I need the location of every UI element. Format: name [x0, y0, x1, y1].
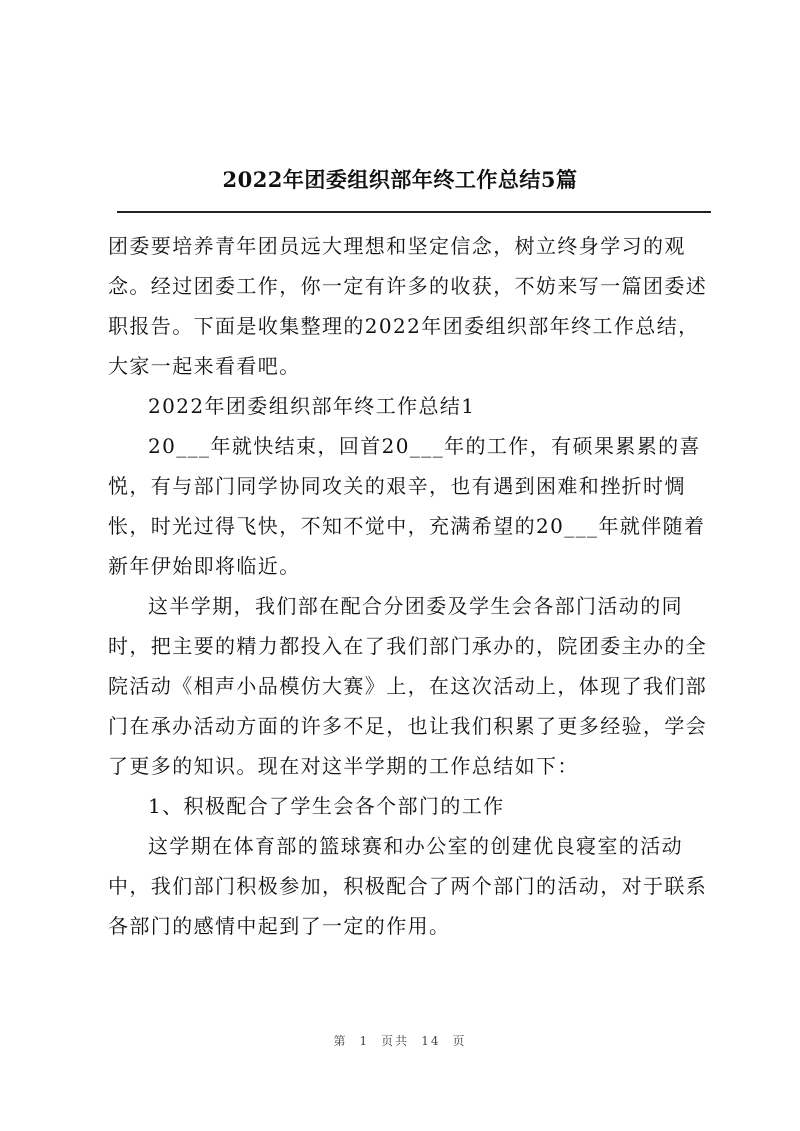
document-body: [108, 226, 712, 946]
text-line: 怅，时光过得飞快，不知不觉中，充满希望的20___年就伴随着: [108, 514, 706, 538]
list-heading: 1、积极配合了学生会各个部门的工作: [148, 794, 505, 818]
title-rule: [117, 211, 711, 213]
section-heading: 2022年团委组织部年终工作总结1: [148, 394, 476, 418]
text-line: 职报告。下面是收集整理的2022年团委组织部年终工作总结，: [108, 314, 700, 338]
text-line: 门在承办活动方面的许多不足，也让我们积累了更多经验，学会: [108, 714, 708, 738]
text-line: 新年伊始即将临近。: [108, 554, 301, 578]
text-line: 念。经过团委工作，你一定有许多的收获，不妨来写一篇团委述: [108, 274, 708, 298]
page-label-prefix: 第: [333, 1034, 348, 1048]
text-line: 大家一起来看看吧。: [108, 354, 301, 378]
page-total: 14: [421, 1034, 441, 1048]
text-line: 团委要培养青年团员远大理想和坚定信念，树立终身学习的观: [108, 234, 686, 258]
text-line: 20___年就快结束，回首20___年的工作，有硕果累累的喜: [148, 434, 701, 458]
text-line: 这半学期，我们部在配合分团委及学生会各部门活动的同: [148, 594, 683, 618]
text-line: 中，我们部门积极参加，积极配合了两个部门的活动，对于联系: [108, 874, 708, 898]
text-line: 院活动《相声小品模仿大赛》上，在这次活动上，体现了我们部: [108, 674, 708, 698]
document-title: 2022年团委组织部年终工作总结5篇: [222, 167, 578, 192]
page-current: 1: [359, 1034, 370, 1048]
text-line: 时，把主要的精力都投入在了我们部门承办的，院团委主办的全: [108, 634, 708, 658]
page-label-mid: 页共: [381, 1034, 410, 1048]
text-line: 了更多的知识。现在对这半学期的工作总结如下：: [108, 754, 579, 778]
page-label-suffix: 页: [452, 1034, 467, 1048]
page-footer: [0, 1032, 800, 1049]
text-line: 悦，有与部门同学协同攻关的艰辛，也有遇到困难和挫折时惆: [108, 474, 686, 498]
text-line: 各部门的感情中起到了一定的作用。: [108, 914, 451, 938]
text-line: 这学期在体育部的篮球赛和办公室的创建优良寝室的活动: [148, 834, 683, 858]
